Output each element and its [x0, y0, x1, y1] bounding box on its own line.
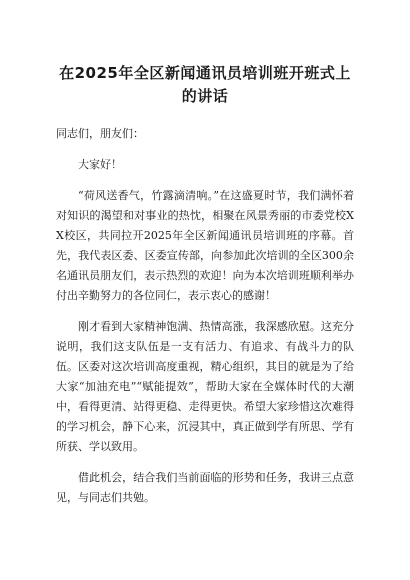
body-paragraph-1: “荷风送香气，竹露滴清响。”在这盛夏时节，我们满怀着对知识的渴望和对事业的热忱，相聚在风景秀丽的市委党校XX校区，共同拉开2025年全区新闻通讯员培训班的序幕。首先，我代表区委、区委宣传部，向参加此次培训的全区300余名通讯员朋友们，表示热烈的欢迎！向为本次培训班顺利举办付出辛勤努力的各位同仁，表示衷心的感谢！ [56, 189, 354, 302]
salutation: 同志们，朋友们： [56, 127, 144, 140]
greeting: 大家好！ [78, 158, 122, 171]
title-line-2: 的讲话 [181, 87, 229, 105]
document-title [56, 62, 354, 108]
title-line-1: 在2025年全区新闻通讯员培训班开班式上 [59, 64, 351, 82]
body-paragraph-2: 刚才看到大家精神饱满、热情高涨，我深感欣慰。这充分说明，我们这支队伍是一支有活力、有追求、有战斗力的队伍。区委对这次培训高度重视，精心组织，其目的就是为了给大家“加油充电”“赋能提效”，帮助大家在全媒体时代的大潮中，看得更清、站得更稳、走得更快。希望大家珍惜这次难得的学习机会，静下心来，沉浸其中，真正做到学有所思、学有所获、学以致用。 [56, 320, 354, 453]
body-paragraph-3: 借此机会，结合我们当前面临的形势和任务，我讲三点意见，与同志们共勉。 [56, 471, 354, 504]
